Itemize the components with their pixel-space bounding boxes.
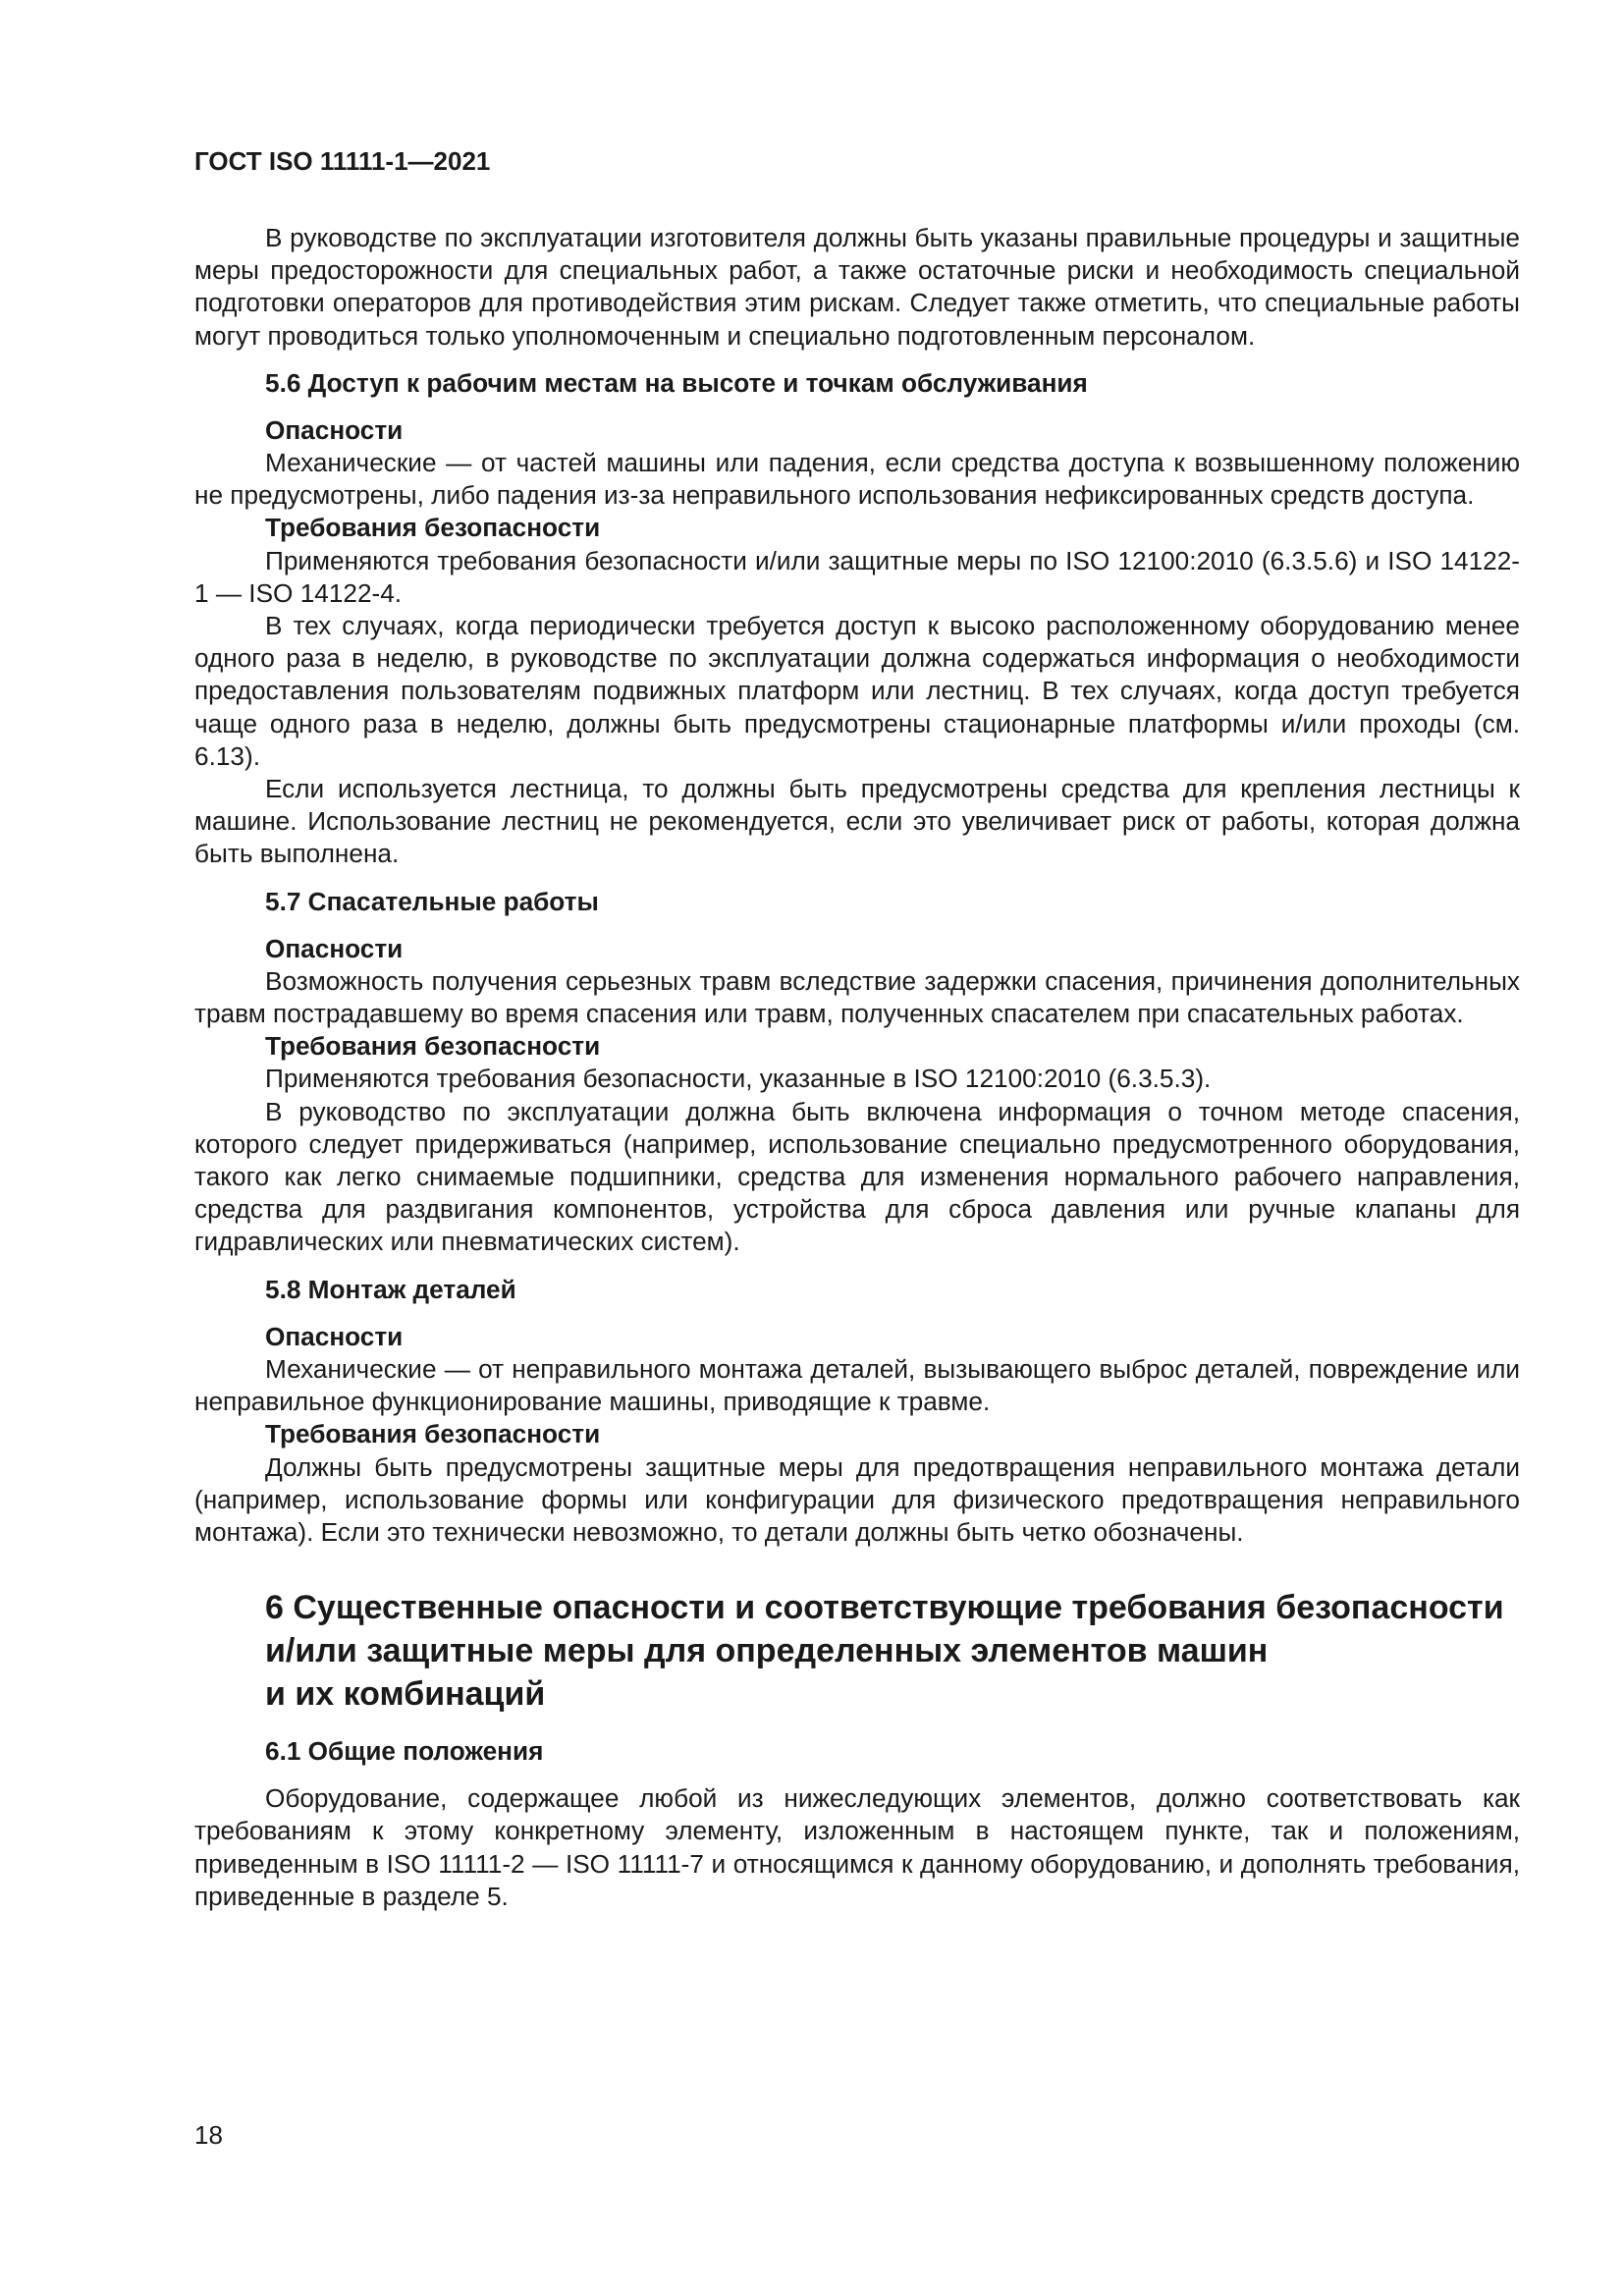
section-5-6-title: 5.6 Доступ к рабочим местам на высоте и точкам обслуживания: [265, 367, 1088, 398]
page-number: 18: [194, 2120, 223, 2150]
section-5-8-hazards-text: Механические — от неправильного монтажа деталей, вызывающего выброс деталей, повреждение или неправильное функционирование машины, приводящие к травме.: [194, 1353, 1520, 1417]
chapter-6-title: [194, 1586, 1520, 1716]
section-5-7-requirements-p1: Применяются требования безопасности, указанные в ISO 12100:2010 (6.3.5.3).: [265, 1064, 1212, 1094]
section-5-6-requirements-p1: Применяются требования безопасности и/или защитные меры по ISO 12100:2010 (6.3.5.6) и ISO 14122-1 — ISO 14122-4.: [194, 545, 1520, 608]
section-5-8-requirements-label: Требования безопасности: [265, 1419, 601, 1449]
document-header: ГОСТ ISO 11111-1—2021: [194, 146, 491, 176]
intro-paragraph: В руководстве по эксплуатации изготовителя должны быть указаны правильные процедуры и защитные меры предосторожности для специальных работ, а также остаточные риски и необходимость специальной подготовки операторов для противодействия этим рискам. Следует также отметить, что специальные работы могут проводиться только уполномоченным и специально подготовленным персоналом.: [194, 223, 1520, 351]
section-5-6-hazards-text: Механические — от частей машины или падения, если средства доступа к возвышенному положению не предусмотрены, либо падения из-за неправильного использования нефиксированных средств доступа.: [194, 448, 1520, 511]
document-body: [194, 222, 1520, 1913]
section-6-1-title: 6.1 Общие положения: [265, 1736, 544, 1767]
section-6-1-text: Оборудование, содержащее любой из нижеследующих элементов, должно соответствовать как требованиям к этому конкретному элементу, изложенным в настоящем пункте, так и положениям, приведенным в ISO 11111-2 — ISO 11111-7 и относящимся к данному оборудованию, и дополнять требования, приведенные в разделе 5.: [194, 1783, 1520, 1911]
section-5-6-requirements-p2: В тех случаях, когда периодически требуется доступ к высоко расположенному оборудованию менее одного раза в неделю, в руководстве по эксплуатации должна содержаться информация о необходимости предоставления пользователям подвижных платформ или лестниц. В тех случаях, когда доступ требуется чаще одного раза в неделю, должны быть предусмотрены стационарные платформы и/или проходы (см. 6.13).: [194, 611, 1520, 771]
section-5-7-hazards-text: Возможность получения серьезных травм вследствие задержки спасения, причинения дополнительных травм пострадавшему во время спасения или травм, полученных спасателем при спасательных работах.: [194, 965, 1520, 1029]
section-5-6-requirements-label: Требования безопасности: [265, 513, 601, 543]
chapter-6-title-line-1: 6 Существенные опасности и соответствующие требования безопасности: [265, 1589, 1504, 1627]
chapter-6-title-line-3: и их комбинаций: [265, 1675, 546, 1714]
section-5-7-requirements-p2: В руководство по эксплуатации должна быть включена информация о точном методе спасения, которого следует придерживаться (например, использование специально предусмотренного оборудования, такого как легко снимаемые подшипники, средства для изменения нормального рабочего направления, средства для раздвигания компонентов, устройства для сброса давления или ручные клапаны для гидравлических или пневматических систем).: [194, 1096, 1520, 1257]
section-5-6-requirements-p3: Если используется лестница, то должны быть предусмотрены средства для крепления лестницы к машине. Использование лестниц не рекомендуется, если это увеличивает риск от работы, которая должна быть выполнена.: [194, 774, 1520, 869]
section-5-6-hazards-label: Опасности: [265, 414, 404, 445]
section-5-7-title: 5.7 Спасательные работы: [265, 886, 599, 916]
section-5-7-hazards-label: Опасности: [265, 933, 404, 963]
chapter-6-title-line-2: и/или защитные меры для определенных элементов машин: [265, 1632, 1269, 1670]
section-5-8-requirements-p1: Должны быть предусмотрены защитные меры для предотвращения неправильного монтажа детали (например, использование формы или конфигурации для физического предотвращения неправильного монтажа). Если это технически невозможно, то детали должны быть четко обозначены.: [194, 1451, 1520, 1547]
section-5-8-title: 5.8 Монтаж деталей: [265, 1274, 516, 1304]
section-5-8-hazards-label: Опасности: [265, 1321, 404, 1351]
section-5-7-requirements-label: Требования безопасности: [265, 1031, 601, 1062]
